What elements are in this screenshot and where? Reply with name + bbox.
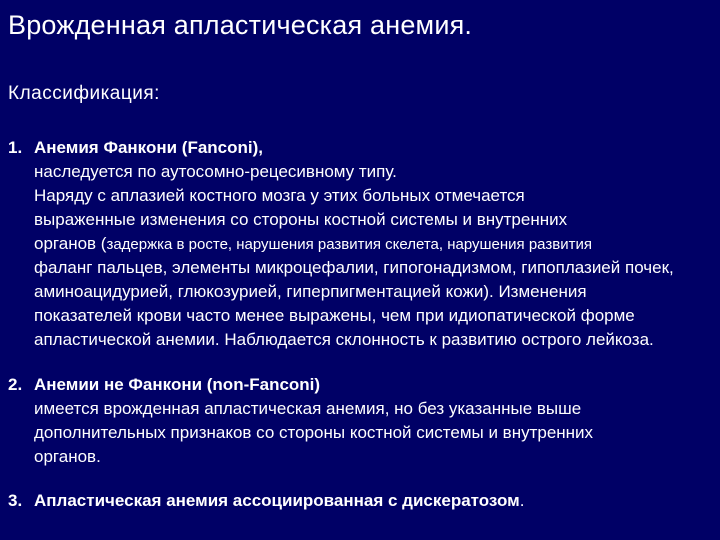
list-item-2-line: дополнительных признаков со стороны костной системы и внутренних bbox=[34, 423, 594, 442]
list-item-1-line: выраженные изменения со стороны костной системы и внутренних bbox=[34, 210, 568, 229]
list-item-3-number: 3. bbox=[8, 491, 23, 510]
list-item-2-line: органов. bbox=[34, 447, 101, 466]
list-item-1-small-line: аминоацидурией, глюкозурией, гиперпигментацией кожи). Изменения bbox=[34, 282, 587, 301]
list-item-2-number: 2. bbox=[8, 375, 23, 394]
list-item-1-small-line: апластической анемии. Наблюдается склонность к развитию острого лейкоза. bbox=[34, 330, 654, 349]
list-item-2-heading: Анемии не Фанкони (non-Fanconi) bbox=[34, 375, 321, 394]
list-item-1-mixed-small: задержка в росте, нарушения развития скелета, нарушения развития bbox=[106, 236, 592, 253]
list-item-1 bbox=[8, 136, 714, 352]
list-item-1-line: Наряду с аплазией костного мозга у этих больных отмечается bbox=[34, 186, 525, 205]
list-item-1-heading: Анемия Фанкони (Fanconi), bbox=[34, 138, 264, 157]
list-item-3-tail: . bbox=[519, 491, 525, 510]
list-item-1-mixed-main: органов ( bbox=[34, 234, 107, 253]
list-item-3-heading: Апластическая анемия ассоциированная с дискератозом bbox=[34, 491, 520, 510]
list-item-1-small-line: показателей крови часто менее выражены, чем при идиопатической форме bbox=[34, 306, 635, 325]
list-item-1-small-line: фаланг пальцев, элементы микроцефалии, гипогонадизмом, гипоплазией почек, bbox=[34, 258, 674, 277]
list-item-2-header bbox=[8, 373, 714, 397]
list-item-3-header bbox=[8, 489, 714, 513]
list-item-1-header bbox=[8, 136, 714, 160]
list-item-1-line: наследуется по аутосомно-рецесивному типу. bbox=[34, 162, 397, 181]
list-item-2-line: имеется врожденная апластическая анемия, но без указанные выше bbox=[34, 399, 582, 418]
slide-title: Врожденная апластическая анемия. bbox=[8, 10, 473, 40]
list-item-3 bbox=[8, 489, 714, 513]
list-item-1-mixed-line bbox=[8, 232, 714, 256]
list-item-2 bbox=[8, 373, 714, 469]
slide-subtitle: Классификация: bbox=[8, 83, 160, 104]
list-item-1-number: 1. bbox=[8, 138, 23, 157]
